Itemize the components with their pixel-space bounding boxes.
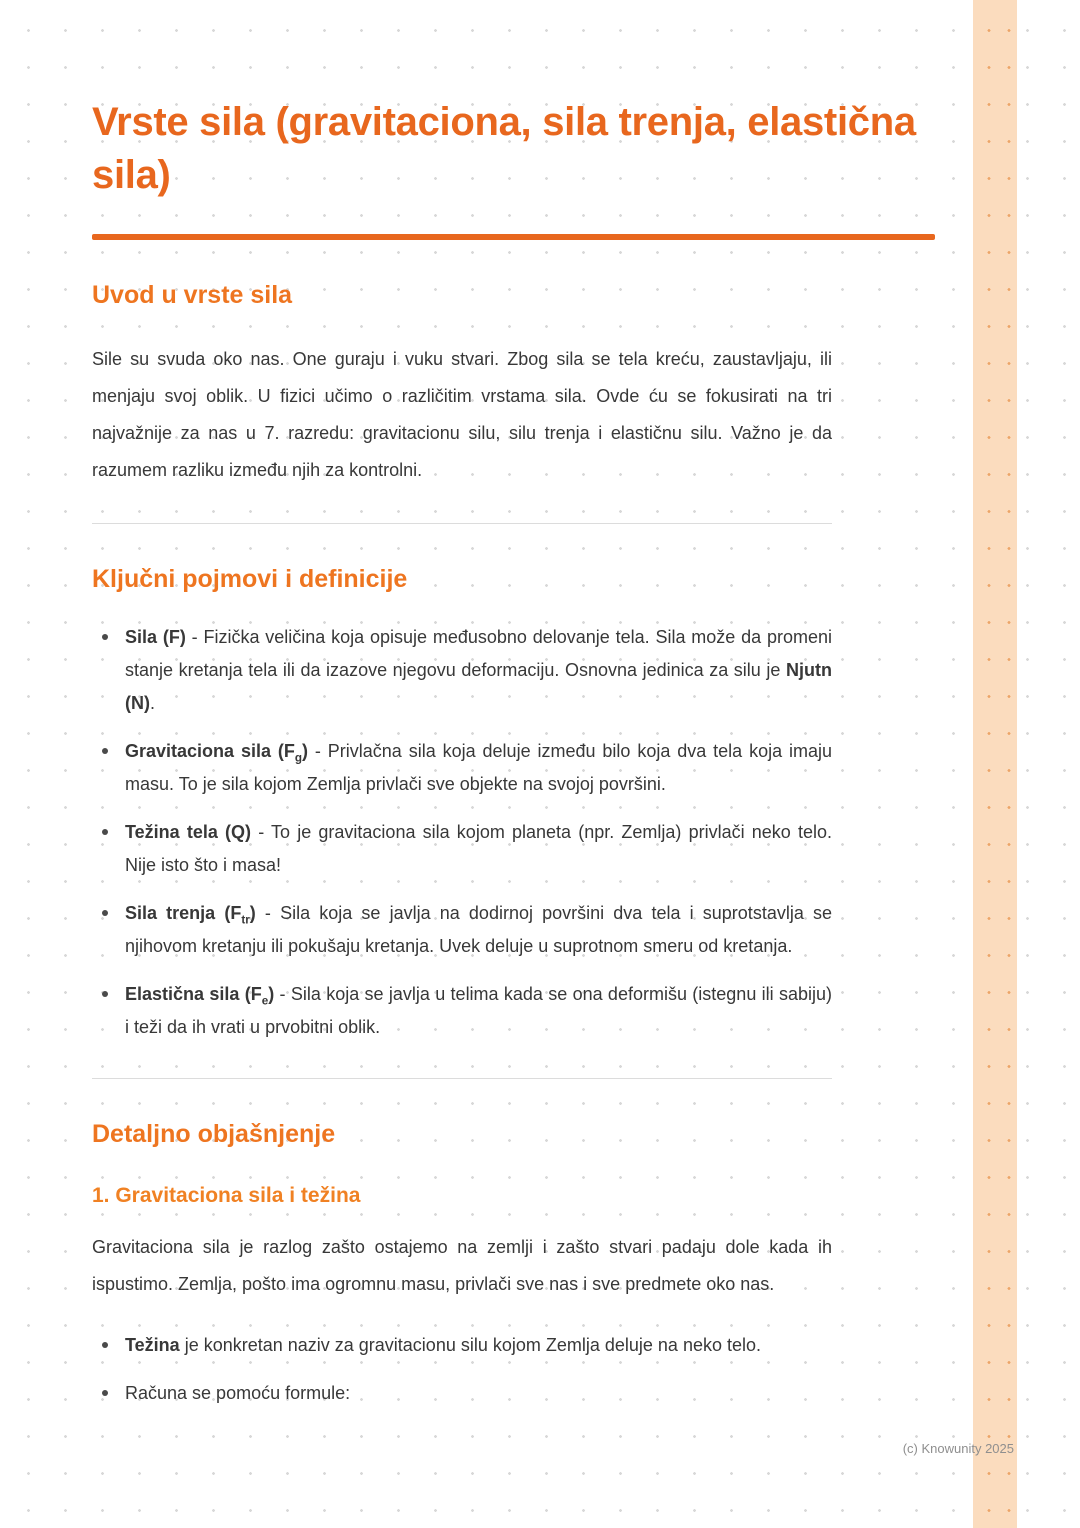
section-heading-concepts: Ključni pojmovi i definicije: [92, 565, 408, 593]
accent-strip: [973, 0, 1017, 1528]
intro-paragraph: Sile su svuda oko nas. One guraju i vuku stvari. Zbog sila se tela kreću, zaustavljaju, ili menjaju svoj oblik. U fizici učimo o različitim vrstama sila. Ovde ću se fokusirati na tri najvažnije za nas u 7. razredu: gravitacionu silu, silu trenja i elastičnu silu. Važno je da razumem razliku između njih za kontrolni.: [92, 349, 832, 480]
detail-paragraph: Gravitaciona sila je razlog zašto ostajemo na zemlji i zašto stvari padaju dole kada ih ispustimo. Zemlja, pošto ima ogromnu masu, privlači sve nas i sve predmete oko nas.: [92, 1237, 832, 1294]
bullet-icon: [102, 1342, 108, 1348]
list-item-text: Gravitaciona sila $(F_g)$ - Privlačna sila koja deluje između bilo koja dva tela koja imaju masu. To je sila kojom Zemlja privlači sve objekte na svojoj površini.: [125, 741, 833, 794]
section-divider: [92, 523, 832, 524]
footer-credit: (c) Knowunity 2025: [902, 1441, 1014, 1456]
page-title: Vrste sila (gravitaciona, sila trenja, elastična sila): [92, 100, 916, 197]
section-heading-detail: Detaljno objašnjenje: [92, 1120, 336, 1148]
bullet-icon: [102, 829, 108, 835]
list-item: [92, 621, 832, 720]
section-heading-intro: Uvod u vrste sila: [92, 281, 293, 309]
list-item: [92, 897, 832, 963]
list-item-text: Sila (F) - Fizička veličina koja opisuje međusobno delovanje tela. Sila može da promeni stanje kretanja tela ili da izazove njegovu deformaciju. Osnovna jedinica za silu je Njutn (N).: [125, 627, 832, 713]
list-item-text: Težina tela (Q) - To je gravitaciona sila kojom planeta (npr. Zemlja) privlači neko telo. Nije isto što i masa!: [125, 822, 832, 875]
concepts-list: [92, 621, 832, 1044]
list-item-text: Težina je konkretan naziv za gravitacionu silu kojom Zemlja deluje na neko telo.: [125, 1335, 761, 1355]
bullet-icon: [102, 748, 108, 754]
bullet-icon: [102, 910, 108, 916]
bullet-icon: [102, 991, 108, 997]
section-intro: [92, 280, 935, 489]
list-item: [92, 816, 832, 882]
document-content: [92, 0, 935, 1425]
list-item-text: Sila trenja $(F_{tr})$ - Sila koja se javlja na dodirnoj površini dva tela i suprotstavlja se njihovom kretanju ili pokušaju kretanja. Uvek deluje u suprotnom smeru od kretanja.: [125, 903, 832, 956]
subsection-heading-gravity: 1. Gravitaciona sila i težina: [92, 1184, 361, 1207]
list-item: [92, 1377, 832, 1410]
list-item-text: Elastična sila $(F_e)$ - Sila koja se javlja u telima kada se ona deformišu (istegnu ili sabiju) i teži da ih vrati u prvobitni oblik.: [125, 984, 832, 1037]
list-item: [92, 978, 832, 1044]
section-divider: [92, 1078, 832, 1079]
detail-list: [92, 1329, 832, 1410]
list-item-text: Računa se pomoću formule:: [125, 1383, 351, 1403]
list-item: [92, 1329, 832, 1362]
section-concepts: [92, 564, 935, 1044]
bullet-icon: [102, 634, 108, 640]
bullet-icon: [102, 1390, 108, 1396]
title-rule: [92, 234, 935, 240]
list-item: [92, 735, 832, 801]
section-detail: [92, 1119, 935, 1410]
